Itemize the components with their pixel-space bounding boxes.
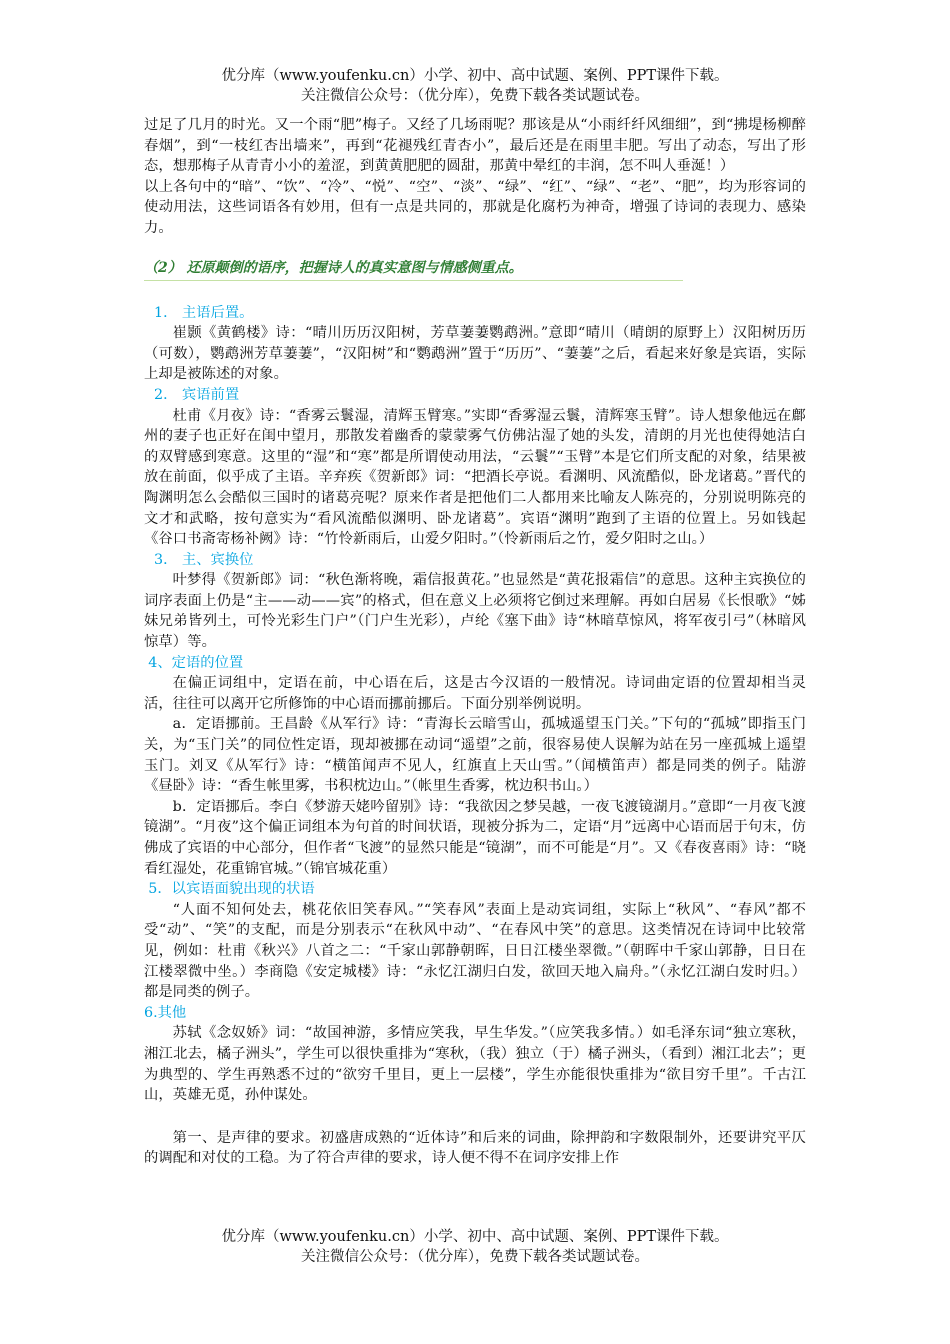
- page-header: [0, 66, 950, 106]
- intro-paragraph-2: 以上各句中的“暗”、“饮”、“冷”、“悦”、“空”、“淡”、“绿”、“红”、“绿”、“老”、“肥”，均为形容词的使动用法，这些词语各有妙用，但有一点是共同的，那就是化腐朽为神奇，增强了诗词的表现力、感染力。: [144, 178, 806, 236]
- section-4-paragraph-2: a．定语挪前。王昌龄《从军行》诗：“青海长云暗雪山，孤城遥望玉门关。”下句的“孤城”即指玉门关，为“玉门关”的同位性定语，现却被挪在动词“遥望”之前，很容易使人误解为站在另一座孤城上遥望玉门。刘叉《从军行》诗：“横笛闻声不见人，红旗直上天山雪。”（闻横笛声）都是同类的例子。陆游《昼卧》诗：“香生帐里雾，书积枕边山。”（帐里生香雾，枕边积书山。）: [144, 716, 806, 795]
- section-2-paragraph: 杜甫《月夜》诗：“香雾云鬟湿，清辉玉臂寒。”实即“香雾湿云鬟，清辉寒玉臂”。诗人想象他远在鄜州的妻子也正好在闺中望月，那散发着幽香的蒙蒙雾气仿佛沾湿了她的头发，清朗的月光也使得她洁白的双臂感到寒意。这里的“湿”和“寒”都是所谓使动用法，“云鬟”“玉臂”本是它们所支配的对象，结果被放在前面，似乎成了主语。辛弃疾《贺新郎》词：“把酒长亭说。看渊明、风流酷似，卧龙诸葛。”晋代的陶渊明怎么会酷似三国时的诸葛亮呢？原来作者是把他们二人都用来比喻友人陈亮的，分别说明陈亮的文才和武略，按句意实为“看风流酷似渊明、卧龙诸葛”。宾语“渊明”跑到了主语的位置上。另如钱起《谷口书斋寄杨补阙》诗：“竹怜新雨后，山爱夕阳时。”（怜新雨后之竹，爱夕阳时之山。）: [144, 407, 806, 548]
- section-title-4: 4、定语的位置: [148, 654, 244, 671]
- section-4-paragraph-1: 在偏正词组中，定语在前，中心语在后，这是古今汉语的一般情况。诗词曲定语的位置却相当灵活，往往可以离开它所修饰的中心语而挪前挪后。下面分别举例说明。: [144, 675, 806, 712]
- header-line-2: 关注微信公众号：（优分库），免费下载各类试题试卷。: [301, 88, 649, 104]
- section-4-paragraph-3: b．定语挪后。李白《梦游天姥吟留别》诗：“我欲因之梦吴越，一夜飞渡镜湖月。”意即“一月夜飞渡镜湖”。“月夜”这个偏正词组本为句首的时间状语，现被分拆为二，定语“月”远离中心语而居于句末，仿佛成了宾语的中心部分，但作者“飞渡”的显然只能是“镜湖”，而不可能是“月”。又《春夜喜雨》诗：“晓看红湿处，花重锦官城。”（锦官城花重）: [144, 798, 806, 877]
- section-title-6: 6.其他: [144, 1004, 187, 1021]
- section-6-paragraph: 苏轼《念奴娇》词：“故国神游，多情应笑我，早生华发。”（应笑我多情。）如毛泽东词“独立寒秋，湘江北去，橘子洲头”，学生可以很快重排为“寒秋，（我）独立（于）橘子洲头，（看到）湘江北去”；更为典型的、学生再熟悉不过的“欲穷千里目，更上一层楼”，学生亦能很快重排为“欲目穷千里”。千古江山，英雄无觅，孙仲谋处。: [144, 1025, 806, 1104]
- footer-line-2: 关注微信公众号：（优分库），免费下载各类试题试卷。: [301, 1249, 649, 1265]
- section-heading: （2） 还原颠倒的语序，把握诗人的真实意图与情感侧重点。: [144, 257, 523, 281]
- section-3-paragraph: 叶梦得《贺新郎》词：“秋色渐将晚，霜信报黄花。”也显然是“黄花报霜信”的意思。这种主宾换位的词序表面上仍是“主——动——宾”的格式，但在意义上必须将它倒过来理解。再如白居易《长恨歌》“姊妹兄弟皆列土，可怜光彩生门户”（门户生光彩），卢纶《塞下曲》诗“林暗草惊风，将军夜引弓”（林暗风惊草）等。: [144, 572, 806, 651]
- section-title-3: 3． 主、宾换位: [154, 551, 254, 568]
- section-title-5: 5．以宾语面貌出现的状语: [148, 881, 315, 898]
- footer-line-1: 优分库（www.youfenku.cn）小学、初中、高中试题、案例、PPT课件下载。: [221, 1229, 729, 1245]
- intro-paragraph-1: 过足了几月的时光。又一个雨“肥”梅子。又经了几场雨呢？那该是从“小雨纤纤风细细”，到“拂堤杨柳醉春烟”，到“一枝红杏出墙来”，再到“花褪残红青杏小”，最后还是在雨里丰肥。写出了动态，写出了形态，想那梅子从青青小小的羞涩，到黄黄肥肥的圆甜，那黄中晕红的丰润，怎不叫人垂涎！）: [144, 117, 806, 175]
- header-line-1: 优分库（www.youfenku.cn）小学、初中、高中试题、案例、PPT课件下载。: [221, 68, 729, 84]
- section-title-1: 1． 主语后置。: [154, 304, 254, 321]
- section-5-paragraph: “人面不知何处去，桃花依旧笑春风。”“笑春风”表面上是动宾词组，实际上“秋风”、“春风”都不受“动”、“笑”的支配，而是分别表示“在秋风中动”、“在春风中笑”的意思。这类情况在诗词中比较常见，例如：杜甫《秋兴》八首之二：“千家山郭静朝晖，日日江楼坐翠微。”（朝晖中千家山郭静，日日在江楼翠微中坐。）李商隐《安定城楼》诗：“永忆江湖归白发，欲回天地入扁舟。”（永忆江湖白发时归。）都是同类的例子。: [144, 901, 806, 1001]
- closing-paragraph: 第一、是声律的要求。初盛唐成熟的“近体诗”和后来的词曲，除押韵和字数限制外，还要讲究平仄的调配和对仗的工稳。为了符合声律的要求，诗人便不得不在词序安排上作: [144, 1129, 806, 1167]
- section-1-paragraph: 崔颢《黄鹤楼》诗：“晴川历历汉阳树，芳草萋萋鹦鹉洲。”意即“晴川（晴朗的原野上）汉阳树历历（可数），鹦鹉洲芳草萋萋”，“汉阳树”和“鹦鹉洲”置于“历历”、“萋萋”之后，看起来好象是宾语，实际上却是被陈述的对象。: [144, 325, 806, 383]
- page-footer: [0, 1227, 950, 1267]
- document-body: [144, 115, 806, 1169]
- section-title-2: 2． 宾语前置: [154, 386, 240, 403]
